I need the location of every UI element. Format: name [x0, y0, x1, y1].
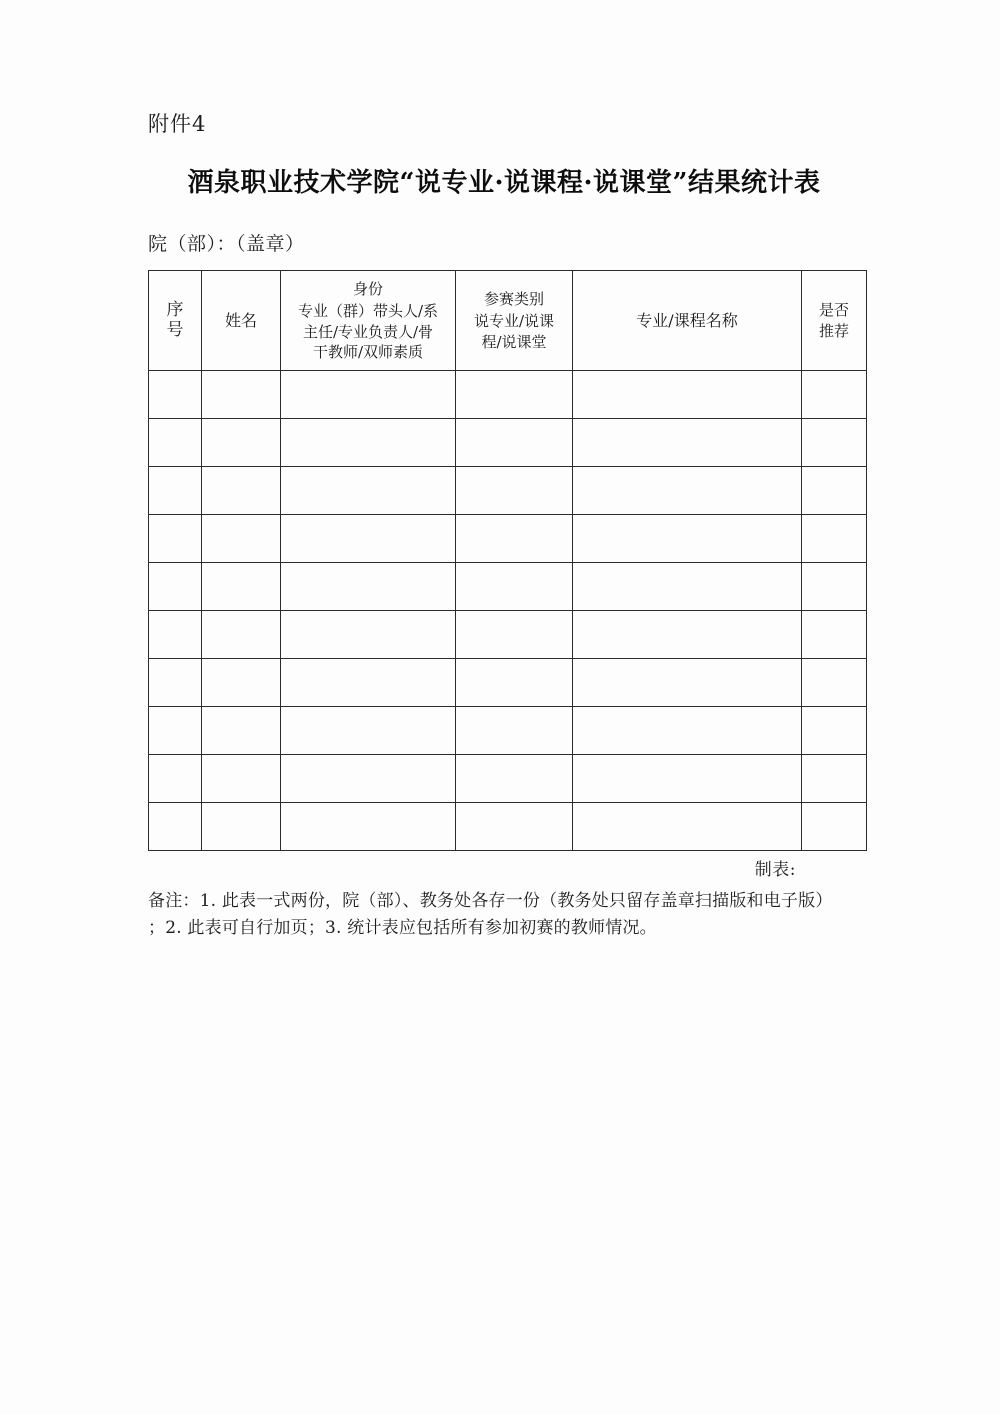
cell-course[interactable] [573, 419, 802, 467]
column-header-seq [149, 271, 202, 371]
column-header-identity-line3: 干教师/双师素质 [312, 342, 424, 361]
cell-identity[interactable] [281, 659, 456, 707]
column-header-identity-title: 身份 [352, 280, 383, 298]
cell-identity[interactable] [281, 611, 456, 659]
column-header-course [573, 271, 802, 371]
column-header-seq-line2: 号 [166, 319, 184, 340]
column-header-identity-line2: 主任/专业负责人/骨 [302, 322, 434, 341]
cell-category[interactable] [456, 515, 573, 563]
cell-course[interactable] [573, 803, 802, 851]
column-header-course-text: 专业/课程名称 [636, 310, 738, 330]
cell-recommend[interactable] [802, 611, 867, 659]
cell-identity[interactable] [281, 419, 456, 467]
table-row[interactable] [149, 371, 867, 419]
cell-category[interactable] [456, 419, 573, 467]
cell-seq[interactable] [149, 755, 202, 803]
column-header-recommend-line1: 是否 [818, 301, 849, 320]
table-row[interactable] [149, 563, 867, 611]
column-header-recommend-line2: 推荐 [818, 321, 849, 340]
column-header-identity-line1: 专业（群）带头人/系 [297, 302, 439, 321]
column-header-category-line1: 说专业/说课 [473, 312, 555, 331]
cell-course[interactable] [573, 707, 802, 755]
column-header-recommend [802, 271, 867, 371]
cell-course[interactable] [573, 371, 802, 419]
cell-course[interactable] [573, 515, 802, 563]
note-line-1: 备注：1. 此表一式两份，院（部）、教务处各存一份（教务处只留存盖章扫描版和电子版） [148, 891, 833, 911]
table-row[interactable] [149, 803, 867, 851]
cell-category[interactable] [456, 611, 573, 659]
cell-seq[interactable] [149, 419, 202, 467]
maker-line: 制表: [754, 860, 796, 880]
cell-name[interactable] [202, 707, 281, 755]
note-line-2: ；2. 此表可自行加页；3. 统计表应包括所有参加初赛的教师情况。 [148, 918, 657, 939]
cell-category[interactable] [456, 563, 573, 611]
table-row[interactable] [149, 515, 867, 563]
cell-name[interactable] [202, 371, 281, 419]
cell-identity[interactable] [281, 467, 456, 515]
cell-course[interactable] [573, 659, 802, 707]
page-title: 酒泉职业技术学院“说专业·说课程·说课堂”结果统计表 [187, 168, 821, 198]
column-header-seq-line1: 序 [166, 299, 184, 320]
attachment-label: 附件4 [148, 112, 207, 136]
cell-recommend[interactable] [802, 563, 867, 611]
document-body [148, 108, 860, 942]
table-row[interactable] [149, 659, 867, 707]
cell-seq[interactable] [149, 563, 202, 611]
cell-seq[interactable] [149, 467, 202, 515]
cell-recommend[interactable] [802, 515, 867, 563]
cell-recommend[interactable] [802, 707, 867, 755]
table-row[interactable] [149, 755, 867, 803]
cell-course[interactable] [573, 755, 802, 803]
column-header-category [456, 271, 573, 371]
cell-recommend[interactable] [802, 755, 867, 803]
cell-seq[interactable] [149, 803, 202, 851]
cell-identity[interactable] [281, 371, 456, 419]
cell-name[interactable] [202, 755, 281, 803]
table-header-row [149, 271, 867, 371]
table-body [149, 371, 867, 851]
cell-category[interactable] [456, 659, 573, 707]
cell-recommend[interactable] [802, 803, 867, 851]
cell-category[interactable] [456, 707, 573, 755]
table-header [149, 271, 867, 371]
cell-course[interactable] [573, 563, 802, 611]
cell-name[interactable] [202, 419, 281, 467]
cell-recommend[interactable] [802, 659, 867, 707]
cell-name[interactable] [202, 563, 281, 611]
cell-identity[interactable] [281, 755, 456, 803]
cell-name[interactable] [202, 515, 281, 563]
table-row[interactable] [149, 467, 867, 515]
cell-identity[interactable] [281, 563, 456, 611]
column-header-category-title: 参赛类别 [483, 290, 544, 309]
cell-name[interactable] [202, 467, 281, 515]
cell-recommend[interactable] [802, 371, 867, 419]
table-row[interactable] [149, 611, 867, 659]
results-table [148, 270, 867, 851]
cell-name[interactable] [202, 803, 281, 851]
column-header-name-text: 姓名 [224, 310, 257, 330]
cell-category[interactable] [456, 755, 573, 803]
cell-recommend[interactable] [802, 467, 867, 515]
cell-identity[interactable] [281, 515, 456, 563]
department-seal-line: 院（部）：（盖章） [148, 233, 305, 255]
column-header-name [202, 271, 281, 371]
cell-course[interactable] [573, 611, 802, 659]
cell-category[interactable] [456, 803, 573, 851]
cell-name[interactable] [202, 659, 281, 707]
cell-seq[interactable] [149, 371, 202, 419]
cell-seq[interactable] [149, 659, 202, 707]
cell-seq[interactable] [149, 611, 202, 659]
cell-category[interactable] [456, 371, 573, 419]
cell-name[interactable] [202, 611, 281, 659]
column-header-identity [281, 271, 456, 371]
table-row[interactable] [149, 419, 867, 467]
cell-seq[interactable] [149, 515, 202, 563]
cell-category[interactable] [456, 467, 573, 515]
cell-recommend[interactable] [802, 419, 867, 467]
cell-identity[interactable] [281, 707, 456, 755]
notes-section [148, 888, 860, 942]
cell-seq[interactable] [149, 707, 202, 755]
cell-course[interactable] [573, 467, 802, 515]
column-header-category-line2: 程/说课堂 [481, 332, 547, 351]
table-row[interactable] [149, 707, 867, 755]
cell-identity[interactable] [281, 803, 456, 851]
